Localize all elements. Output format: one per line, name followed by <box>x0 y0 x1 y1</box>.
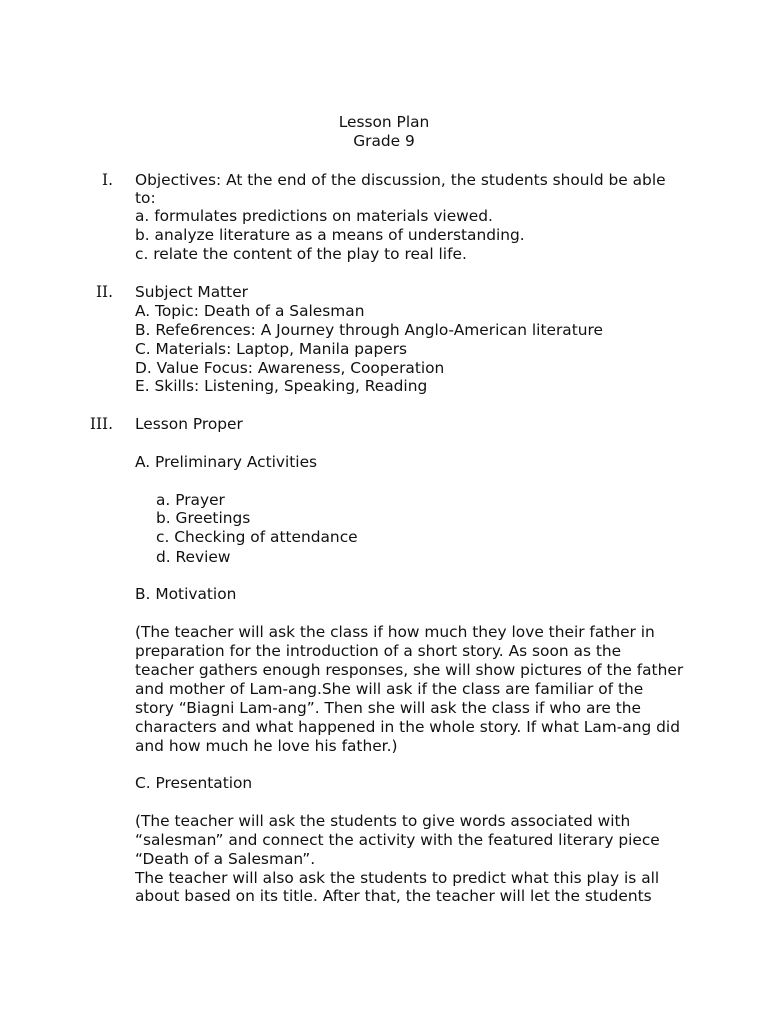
activity-item: b. Greetings <box>156 509 251 527</box>
paragraph-line: and mother of Lam-ang.She will ask if the class are familiar of the <box>135 680 644 698</box>
subsection-heading: C. Presentation <box>135 774 253 792</box>
subject-item: D. Value Focus: Awareness, Cooperation <box>135 359 445 377</box>
subsection-heading: B. Motivation <box>135 585 237 603</box>
paragraph-line: characters and what happened in the whole story. If what Lam-ang did <box>135 718 680 736</box>
subject-item: E. Skills: Listening, Speaking, Reading <box>135 377 428 395</box>
subject-item: B. Refe6rences: A Journey through Anglo-American literature <box>135 321 603 339</box>
paragraph-line: (The teacher will ask the students to give words associated with <box>135 812 631 830</box>
activity-item: d. Review <box>156 548 231 566</box>
objective-item: c. relate the content of the play to real life. <box>135 245 467 263</box>
section-numeral: I. <box>102 171 113 189</box>
activity-item: c. Checking of attendance <box>156 528 358 546</box>
paragraph-line: (The teacher will ask the class if how much they love their father in <box>135 623 655 641</box>
paragraph-line: about based on its title. After that, the teacher will let the students <box>135 887 652 905</box>
objective-item: b. analyze literature as a means of understanding. <box>135 226 525 244</box>
section-heading: Subject Matter <box>135 283 249 301</box>
section-heading: Lesson Proper <box>135 415 243 433</box>
subject-item: A. Topic: Death of a Salesman <box>135 302 365 320</box>
paragraph-line: The teacher will also ask the students to predict what this play is all <box>135 869 660 887</box>
document-grade: Grade 9 <box>353 132 415 150</box>
subject-item: C. Materials: Laptop, Manila papers <box>135 340 408 358</box>
paragraph-line: “salesman” and connect the activity with the featured literary piece <box>135 831 660 849</box>
paragraph-line: and how much he love his father.) <box>135 737 398 755</box>
subsection-heading: A. Preliminary Activities <box>135 453 318 471</box>
objective-item: a. formulates predictions on materials viewed. <box>135 207 493 225</box>
section-numeral: II. <box>95 283 113 301</box>
paragraph-line: story “Biagni Lam-ang”. Then she will ask the class if who are the <box>135 699 642 717</box>
paragraph-line: teacher gathers enough responses, she will show pictures of the father <box>135 661 684 679</box>
objectives-line: to: <box>135 189 156 207</box>
paragraph-line: preparation for the introduction of a short story. As soon as the <box>135 642 622 660</box>
document-title: Lesson Plan <box>338 113 430 131</box>
activity-item: a. Prayer <box>156 491 225 509</box>
section-numeral: III. <box>89 415 113 433</box>
objectives-line: Objectives: At the end of the discussion, the students should be able <box>135 171 666 189</box>
paragraph-line: “Death of a Salesman”. <box>135 850 316 868</box>
